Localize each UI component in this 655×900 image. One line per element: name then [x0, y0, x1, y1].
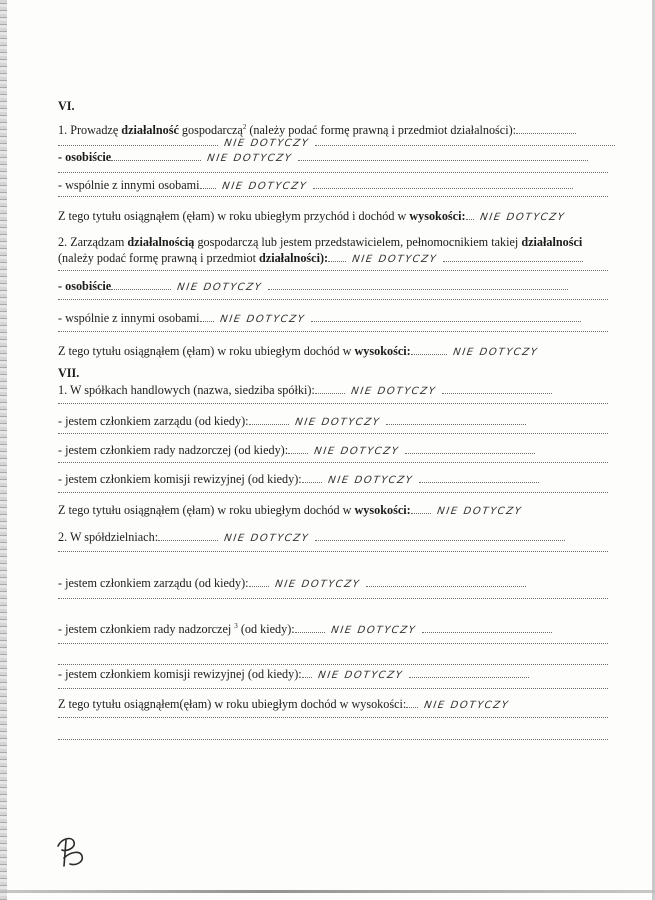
scan-bottom-edge [0, 890, 655, 893]
handwritten-answer: NIE DOTYCZY [321, 474, 420, 486]
section-7-komisja-2-row: - jestem członkiem komisji rewizyjnej (od kiedy): NIE DOTYCZY [58, 667, 618, 681]
section-6-item-2-line-1: 2. Zarządzam działalnością gospodarczą lub jestem przedstawicielem, pełnomocnikiem takiej działalności [58, 235, 583, 249]
handwritten-answer: NIE DOTYCZY [217, 532, 316, 544]
handwritten-initials-icon [52, 832, 88, 872]
dotted-line [58, 433, 608, 434]
section-6-heading: VI. [58, 99, 75, 113]
scan-left-edge [0, 0, 7, 900]
section-7-zarzad-row: - jestem członkiem zarządu (od kiedy): NIE DOTYCZY [58, 414, 618, 428]
dotted-line [58, 299, 608, 300]
dotted-line [58, 598, 608, 599]
section-7-income: Z tego tytułu osiągnąłem (ęłam) w roku ubiegłym dochód w wysokości: NIE DOTYCZY [58, 503, 618, 517]
section-6-item-1-answer-line [58, 135, 618, 149]
handwritten-answer: NIE DOTYCZY [217, 137, 316, 149]
handwritten-answer: NIE DOTYCZY [324, 624, 423, 636]
section-6-osobiscie-row: - osobiście NIE DOTYCZY [58, 150, 618, 164]
handwritten-answer: NIE DOTYCZY [212, 313, 311, 325]
handwritten-answer: NIE DOTYCZY [472, 211, 571, 223]
section-6-wspolnie-row: - wspólnie z innymi osobami NIE DOTYCZY [58, 178, 618, 192]
dotted-line [58, 664, 608, 665]
handwritten-answer: NIE DOTYCZY [307, 445, 406, 457]
handwritten-answer: NIE DOTYCZY [344, 385, 443, 397]
handwritten-answer: NIE DOTYCZY [430, 505, 529, 517]
section-7-rada-row: - jestem członkiem rady nadzorczej (od kiedy): NIE DOTYCZY [58, 443, 618, 457]
dotted-line [58, 739, 608, 740]
section-7-heading: VII. [58, 366, 80, 380]
section-6-item-1: 1. Prowadzę działalność gospodarczą$^2$ (należy podać formę prawną i przedmiot działalności): [58, 123, 618, 137]
section-6-wspolnie-2-row: - wspólnie z innymi osobami NIE DOTYCZY [58, 311, 618, 325]
dotted-line [58, 172, 608, 173]
section-7-rada-2-row: - jestem członkiem rady nadzorczej $^3$ (od kiedy): NIE DOTYCZY [58, 622, 618, 636]
dotted-line [58, 196, 608, 197]
handwritten-answer: NIE DOTYCZY [446, 346, 545, 358]
dotted-line [58, 492, 608, 493]
handwritten-answer: NIE DOTYCZY [214, 180, 313, 192]
dotted-line [58, 551, 608, 552]
handwritten-answer: NIE DOTYCZY [267, 578, 366, 590]
section-6-income-1: Z tego tytułu osiągnąłem (ęłam) w roku ubiegłym przychód i dochód w wysokości: NIE DOTYCZY [58, 209, 618, 223]
section-6-osobiscie-2-row: - osobiście NIE DOTYCZY [58, 279, 618, 293]
section-7-zarzad-2-row: - jestem członkiem zarządu (od kiedy): NIE DOTYCZY [58, 576, 618, 590]
section-7-komisja-row: - jestem członkiem komisji rewizyjnej (od kiedy): NIE DOTYCZY [58, 472, 618, 486]
dotted-line [58, 717, 608, 718]
dotted-line [58, 462, 608, 463]
dotted-line [58, 403, 608, 404]
handwritten-answer: NIE DOTYCZY [287, 416, 386, 428]
handwritten-answer: NIE DOTYCZY [345, 253, 444, 265]
dotted-line [58, 688, 608, 689]
section-7-income-2: Z tego tytułu osiągnąłem(ęłam) w roku ubiegłym dochód w wysokości: NIE DOTYCZY [58, 697, 618, 711]
handwritten-answer: NIE DOTYCZY [417, 699, 516, 711]
section-7-item-2: 2. W spółdzielniach: NIE DOTYCZY [58, 530, 618, 544]
handwritten-answer: NIE DOTYCZY [170, 281, 269, 293]
section-6-income-2: Z tego tytułu osiągnąłem (ęłam) w roku ubiegłym dochód w wysokości: NIE DOTYCZY [58, 344, 618, 358]
dotted-line [58, 643, 608, 644]
dotted-line [58, 270, 608, 271]
section-7-item-1: 1. W spółkach handlowych (nazwa, siedziba spółki): NIE DOTYCZY [58, 383, 618, 397]
handwritten-answer: NIE DOTYCZY [311, 669, 410, 681]
handwritten-answer: NIE DOTYCZY [200, 152, 299, 164]
section-6-item-2-line-2: (należy podać formę prawną i przedmiot działalności): NIE DOTYCZY [58, 251, 618, 265]
dotted-line [58, 331, 608, 332]
